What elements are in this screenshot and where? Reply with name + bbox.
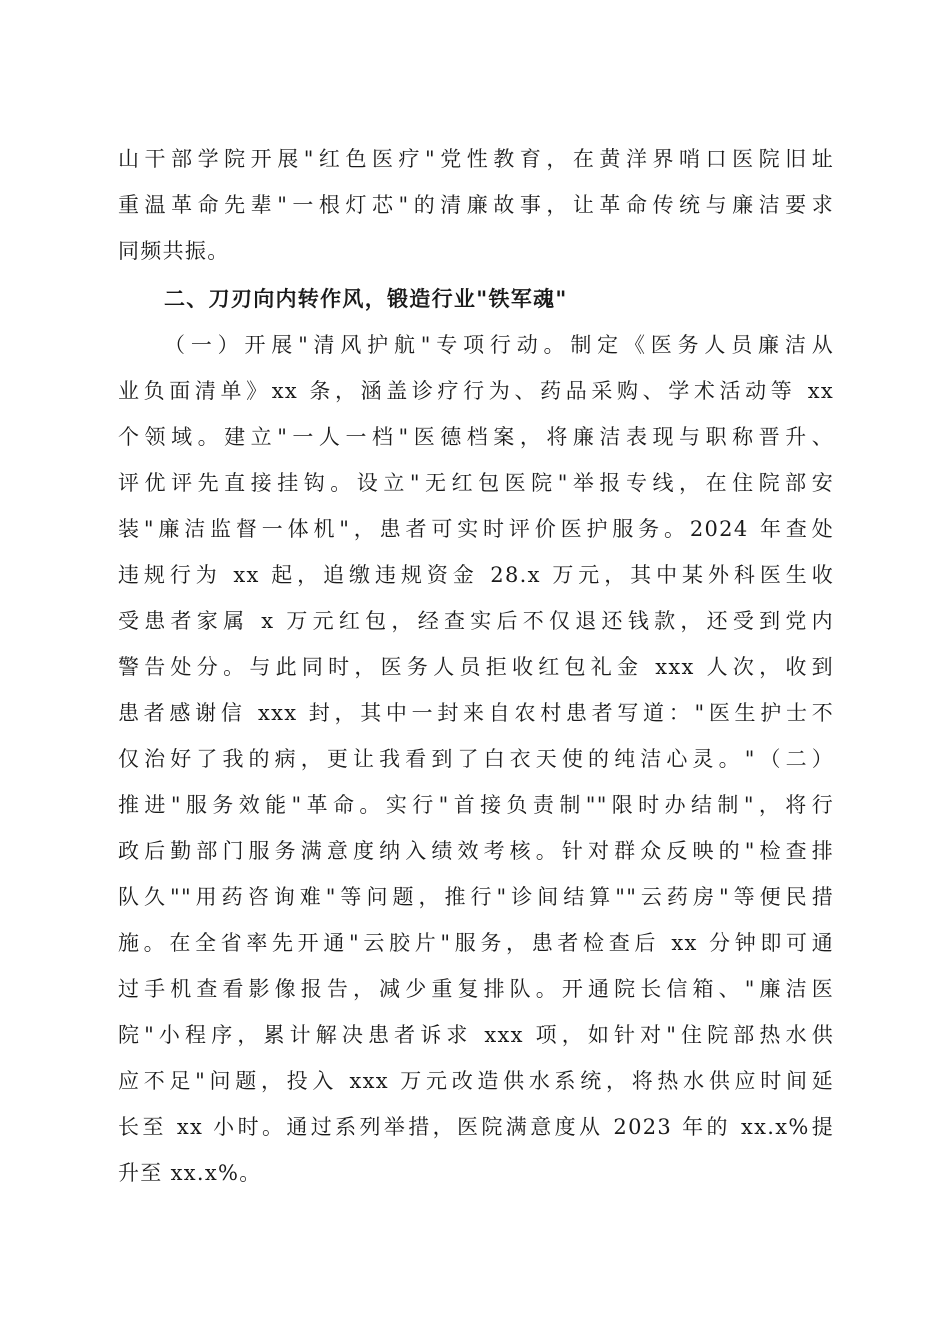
text-line: 推进"服务效能"革命。实行"首接负责制""限时办结制"，将行 <box>118 793 834 817</box>
text-line: 队久""用药咨询难"等问题，推行"诊间结算""云药房"等便民措 <box>118 885 834 909</box>
text-line: 院"小程序，累计解决患者诉求 xxx 项，如针对"住院部热水供 <box>118 1023 834 1047</box>
text-line: 过手机查看影像报告，减少重复排队。开通院长信箱、"廉洁医 <box>118 977 834 1001</box>
text-line: 装"廉洁监督一体机"，患者可实时评价医护服务。2024 年查处 <box>118 517 834 541</box>
text-line: 违规行为 xx 起，追缴违规资金 28.x 万元，其中某外科医生收 <box>118 563 834 587</box>
text-line: 患者感谢信 xxx 封，其中一封来自农村患者写道："医生护士不 <box>118 701 834 725</box>
text-line: 受患者家属 x 万元红包，经查实后不仅退还钱款，还受到党内 <box>118 609 834 633</box>
text-line: 仅治好了我的病，更让我看到了白衣天使的纯洁心灵。"（二） <box>118 747 834 771</box>
text-line: 重温革命先辈"一根灯芯"的清廉故事，让革命传统与廉洁要求 <box>118 193 834 217</box>
text-line: 业负面清单》xx 条，涵盖诊疗行为、药品采购、学术活动等 xx <box>118 379 834 403</box>
section-heading: 二、刀刃向内转作风，锻造行业"铁军魂" <box>164 287 568 311</box>
text-line: 应不足"问题，投入 xxx 万元改造供水系统，将热水供应时间延 <box>118 1069 834 1093</box>
text-line: 政后勤部门服务满意度纳入绩效考核。针对群众反映的"检查排 <box>118 839 834 863</box>
text-line: 施。在全省率先开通"云胶片"服务，患者检查后 xx 分钟即可通 <box>118 931 834 955</box>
text-line: 个领域。建立"一人一档"医德档案，将廉洁表现与职称晋升、 <box>118 425 834 449</box>
text-line: 警告处分。与此同时，医务人员拒收红包礼金 xxx 人次，收到 <box>118 655 834 679</box>
text-line: 长至 xx 小时。通过系列举措，医院满意度从 2023 年的 xx.x%提 <box>118 1115 834 1139</box>
text-line: 山干部学院开展"红色医疗"党性教育，在黄洋界哨口医院旧址 <box>118 147 834 171</box>
text-line: 同频共振。 <box>118 239 230 263</box>
text-line: 升至 xx.x%。 <box>118 1161 262 1185</box>
text-line: （一）开展"清风护航"专项行动。制定《医务人员廉洁从 <box>164 333 834 357</box>
text-line: 评优评先直接挂钩。设立"无红包医院"举报专线，在住院部安 <box>118 471 834 495</box>
